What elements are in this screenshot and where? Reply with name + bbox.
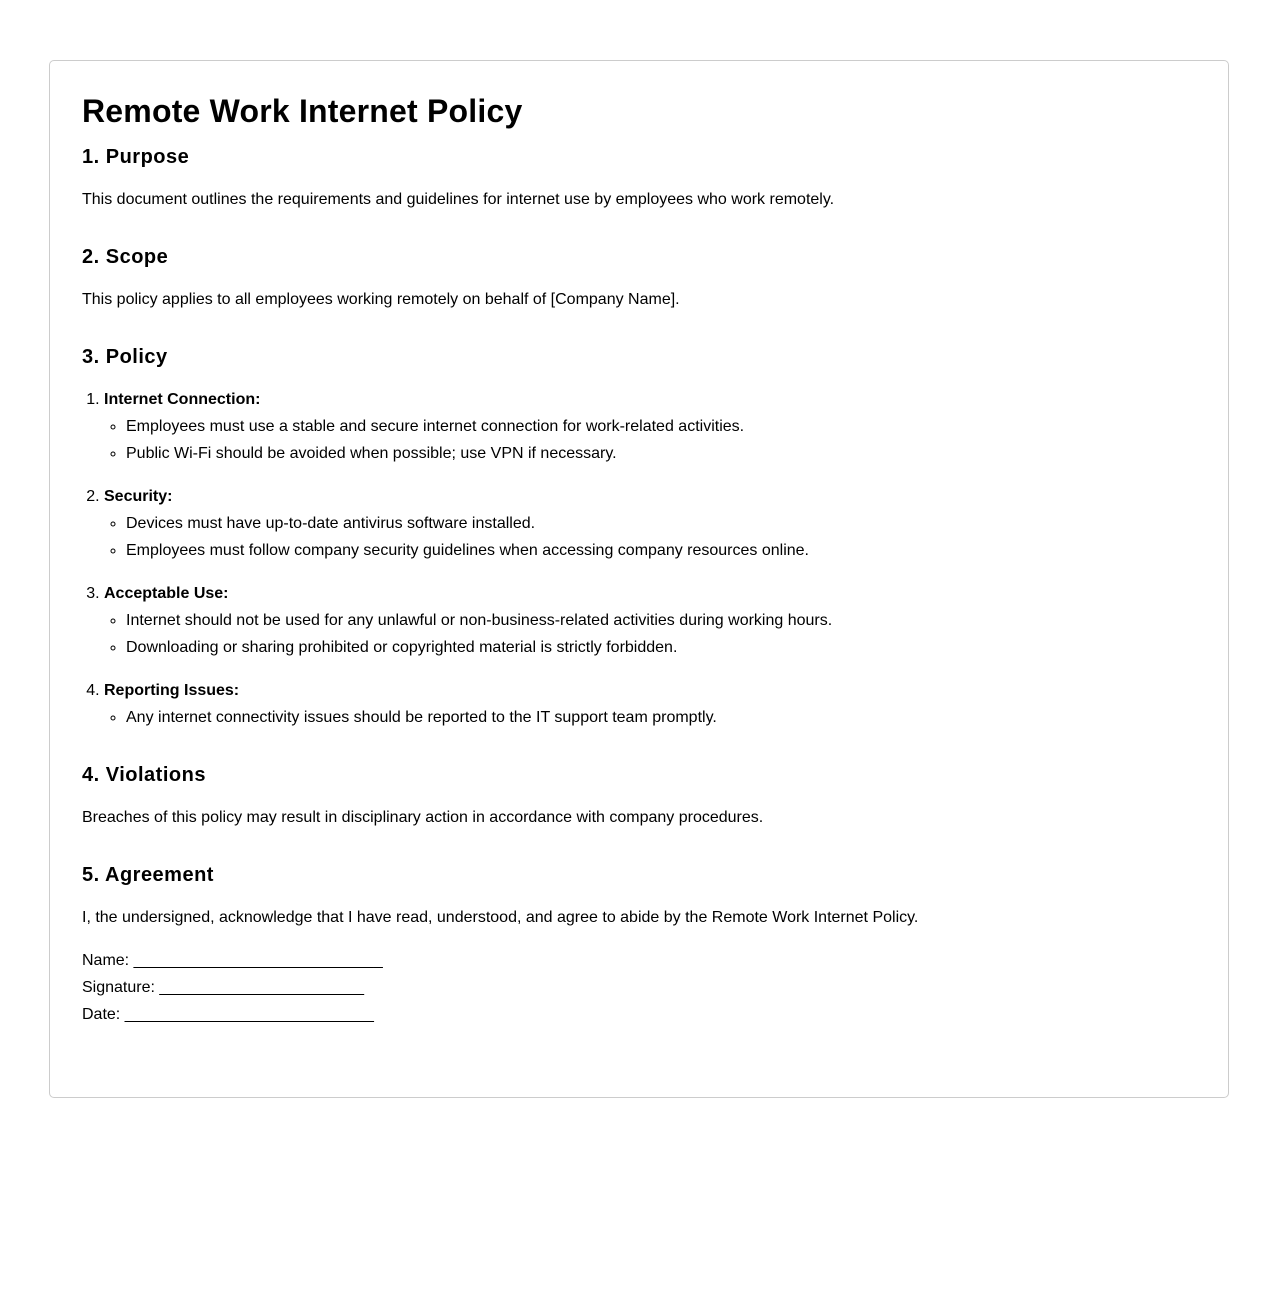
- list-item: ◦ Any internet connectivity issues should be reported to the IT support team promptly.: [126, 708, 1196, 728]
- list-item: ◦ Devices must have up-to-date antivirus software installed.: [126, 514, 1196, 534]
- section-scope: [82, 245, 1196, 310]
- policy-sub-list: [104, 611, 1196, 658]
- policy-item-title: Security:: [104, 488, 173, 505]
- section-heading-scope: 2. Scope: [82, 246, 169, 268]
- section-heading-agreement: 5. Agreement: [82, 864, 214, 886]
- policy-item-reporting-issues: [104, 681, 1196, 728]
- policy-item-title: Acceptable Use:: [104, 585, 229, 602]
- list-item: ◦ Employees must follow company security guidelines when accessing company resources online.: [126, 541, 1196, 561]
- list-item: ◦ Internet should not be used for any unlawful or non-business-related activities during working hours.: [126, 611, 1196, 631]
- purpose-text: This document outlines the requirements and guidelines for internet use by employees who work remotely.: [82, 191, 835, 208]
- name-field: Name: ____________________________: [82, 952, 383, 969]
- signature-block: [82, 951, 1196, 1025]
- policy-item-acceptable-use: [104, 584, 1196, 658]
- policy-item-title: Reporting Issues:: [104, 682, 240, 699]
- section-policy: [82, 345, 1196, 728]
- policy-item-internet-connection: [104, 390, 1196, 464]
- policy-list: [82, 390, 1196, 728]
- agreement-text: I, the undersigned, acknowledge that I have read, understood, and agree to abide by the Remote Work Internet Policy.: [82, 909, 919, 926]
- section-agreement: [82, 863, 1196, 1025]
- section-violations: [82, 763, 1196, 828]
- page-title: Remote Work Internet Policy: [82, 93, 523, 129]
- section-heading-purpose: 1. Purpose: [82, 146, 190, 168]
- date-field: Date: ____________________________: [82, 1006, 374, 1023]
- policy-item-title: Internet Connection:: [104, 391, 261, 408]
- policy-sub-list: [104, 514, 1196, 561]
- policy-sub-list: [104, 417, 1196, 464]
- policy-sub-list: [104, 708, 1196, 728]
- list-item: ◦ Public Wi-Fi should be avoided when possible; use VPN if necessary.: [126, 444, 1196, 464]
- policy-item-security: [104, 487, 1196, 561]
- list-item: ◦ Employees must use a stable and secure internet connection for work-related activities.: [126, 417, 1196, 437]
- section-purpose: [82, 145, 1196, 210]
- list-item: ◦ Downloading or sharing prohibited or copyrighted material is strictly forbidden.: [126, 638, 1196, 658]
- section-heading-violations: 4. Violations: [82, 764, 206, 786]
- policy-document-card: [49, 60, 1229, 1098]
- signature-field: Signature: _______________________: [82, 979, 365, 996]
- scope-text: This policy applies to all employees working remotely on behalf of [Company Name].: [82, 291, 680, 308]
- violations-text: Breaches of this policy may result in disciplinary action in accordance with company procedures.: [82, 809, 764, 826]
- section-heading-policy: 3. Policy: [82, 346, 168, 368]
